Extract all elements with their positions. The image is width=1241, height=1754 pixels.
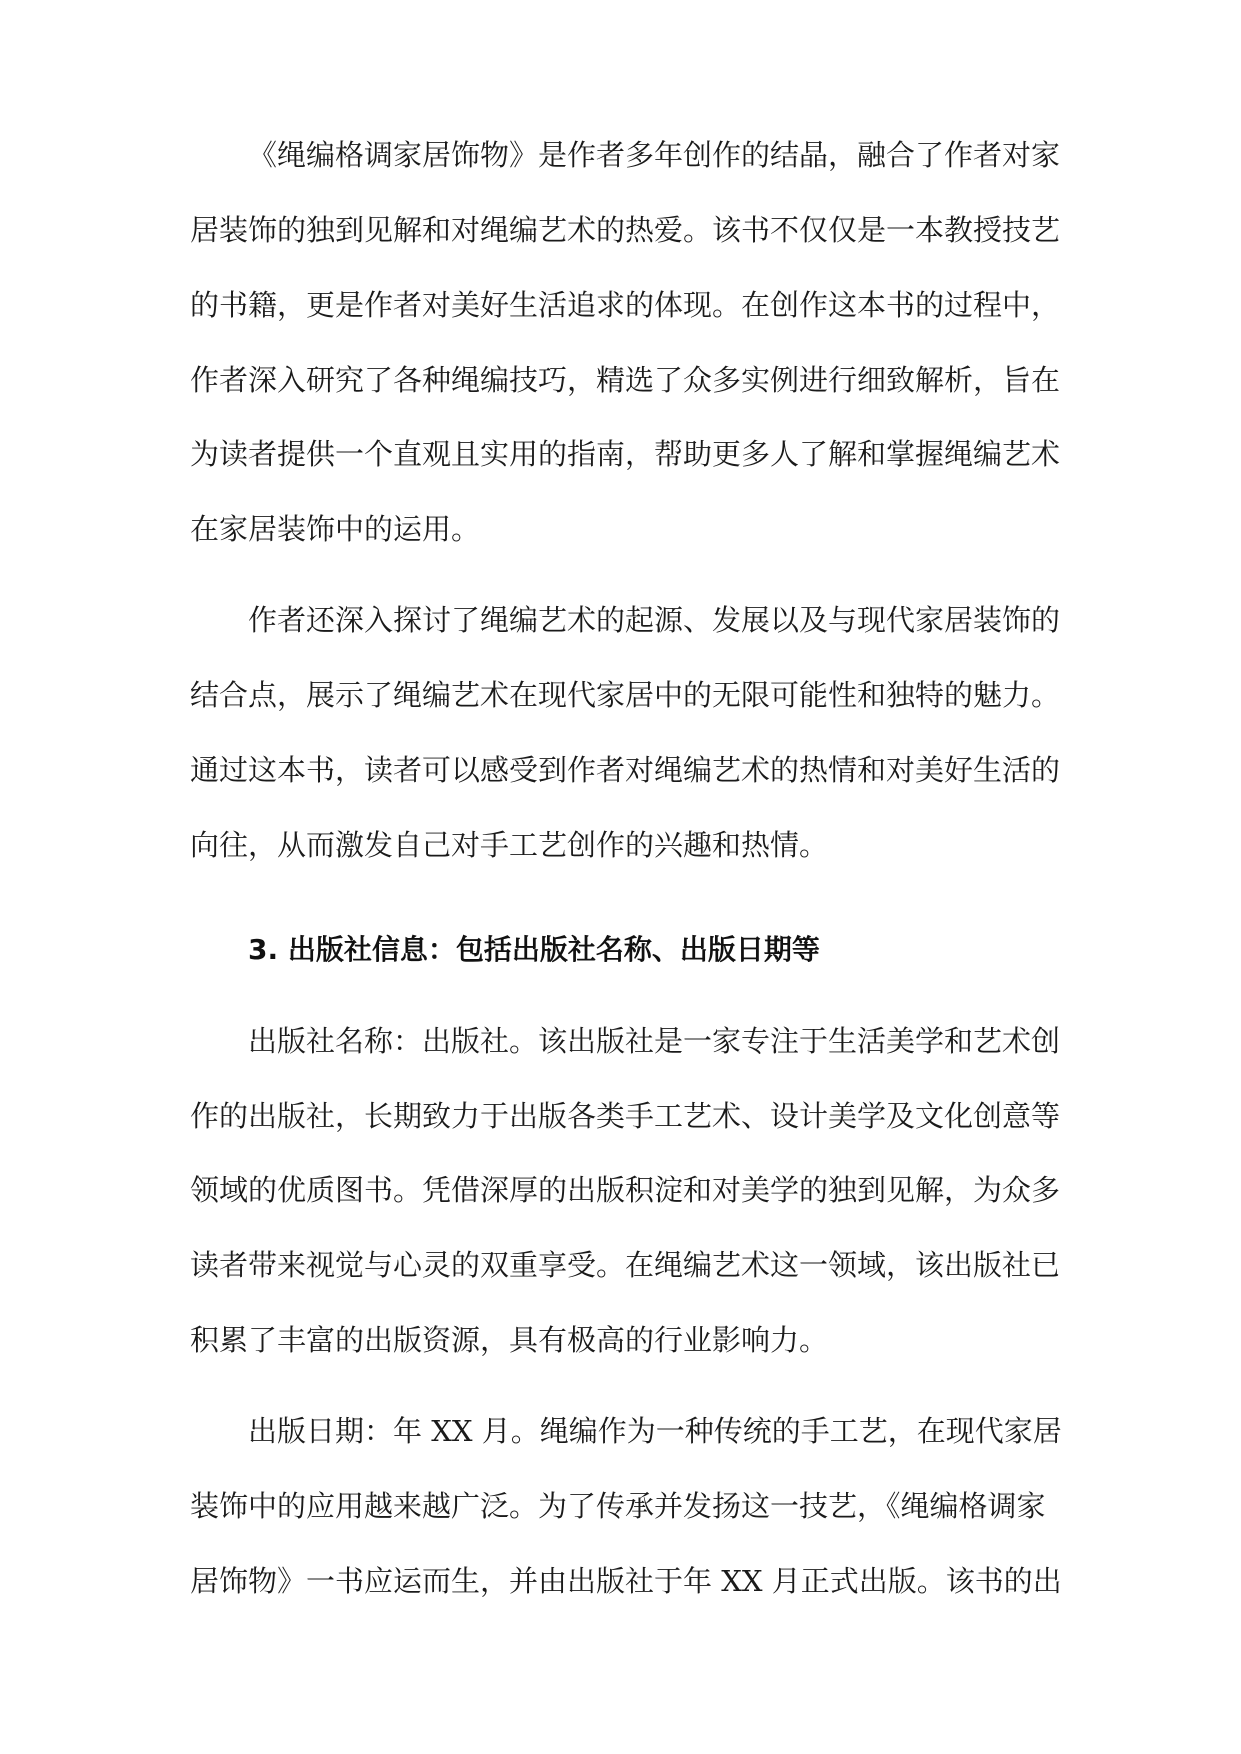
- paragraph-3-line-4: 读者带来视觉与心灵的双重享受。在绳编艺术这一领域，该出版社已: [190, 1248, 1061, 1282]
- paragraph-1-line-5: 为读者提供一个直观且实用的指南，帮助更多人了解和掌握绳编艺术: [190, 437, 1061, 471]
- section-heading: 3. 出版社信息：包括出版社名称、出版日期等: [248, 933, 820, 966]
- paragraph-1-line-1: 《绳编格调家居饰物》是作者多年创作的结晶，融合了作者对家: [248, 138, 1061, 172]
- paragraph-4-line-1: 出版日期：年 XX 月。绳编作为一种传统的手工艺，在现代家居: [248, 1414, 1062, 1448]
- paragraph-1-line-2: 居装饰的独到见解和对绳编艺术的热爱。该书不仅仅是一本教授技艺: [190, 213, 1061, 247]
- paragraph-1-line-3: 的书籍，更是作者对美好生活追求的体现。在创作这本书的过程中，: [190, 288, 1061, 322]
- paragraph-3-line-1: 出版社名称：出版社。该出版社是一家专注于生活美学和艺术创: [248, 1024, 1061, 1058]
- paragraph-3-line-5: 积累了丰富的出版资源，具有极高的行业影响力。: [190, 1323, 829, 1357]
- paragraph-1-line-4: 作者深入研究了各种绳编技巧，精选了众多实例进行细致解析，旨在: [190, 363, 1061, 397]
- paragraph-4-line-2: 装饰中的应用越来越广泛。为了传承并发扬这一技艺，《绳编格调家: [190, 1489, 1046, 1523]
- paragraph-2-line-2: 结合点，展示了绳编艺术在现代家居中的无限可能性和独特的魅力。: [190, 678, 1061, 712]
- paragraph-3-line-2: 作的出版社，长期致力于出版各类手工艺术、设计美学及文化创意等: [190, 1099, 1061, 1133]
- paragraph-2-line-1: 作者还深入探讨了绳编艺术的起源、发展以及与现代家居装饰的: [248, 603, 1061, 637]
- paragraph-1-line-6: 在家居装饰中的运用。: [190, 512, 481, 546]
- paragraph-4-line-3: 居饰物》一书应运而生，并由出版社于年 XX 月正式出版。该书的出: [190, 1564, 1062, 1598]
- paragraph-2-line-4: 向往，从而激发自己对手工艺创作的兴趣和热情。: [190, 828, 829, 862]
- paragraph-2-line-3: 通过这本书，读者可以感受到作者对绳编艺术的热情和对美好生活的: [190, 753, 1061, 787]
- paragraph-3-line-3: 领域的优质图书。凭借深厚的出版积淀和对美学的独到见解，为众多: [190, 1173, 1061, 1207]
